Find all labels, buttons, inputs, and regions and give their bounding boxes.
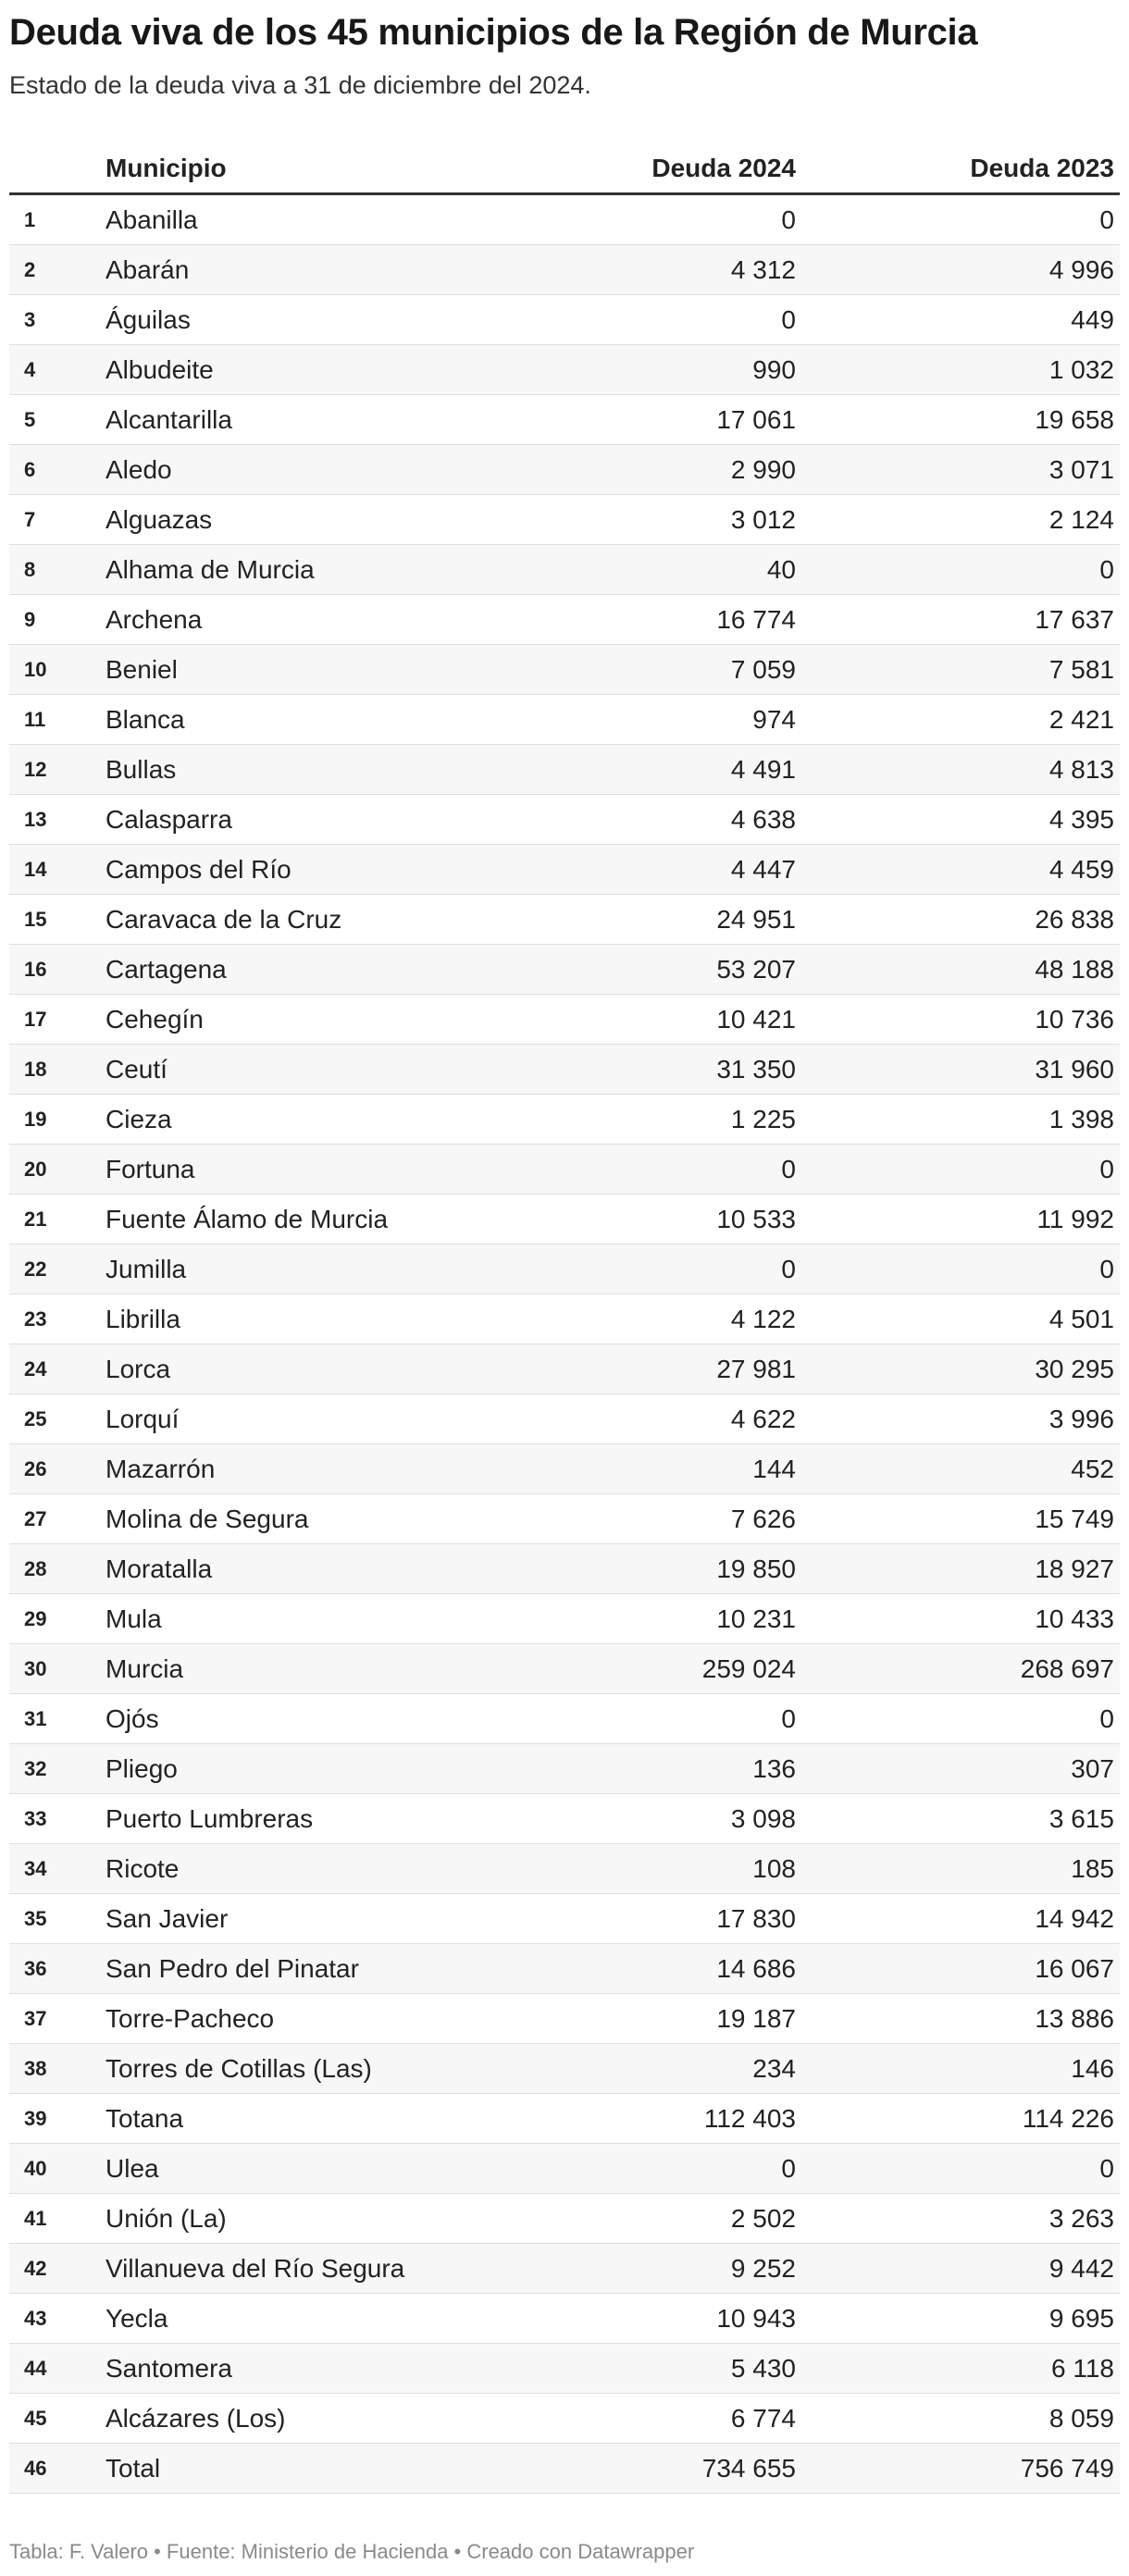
row-rank: 6 [9,445,105,495]
row-deuda-2024: 24 951 [527,895,796,945]
row-deuda-2023: 0 [796,194,1120,245]
chart-subtitle: Estado de la deuda viva a 31 de diciembre del 2024. [9,71,591,99]
row-municipio: Pliego [105,1744,527,1794]
row-deuda-2024: 17 061 [527,395,796,445]
table-row [9,1594,1120,1644]
table-row [9,595,1120,645]
row-deuda-2023: 0 [796,1245,1120,1294]
row-municipio: Puerto Lumbreras [105,1794,527,1844]
row-deuda-2023: 3 615 [796,1794,1120,1844]
row-municipio: Cartagena [105,945,527,995]
table-row [9,245,1120,295]
row-municipio: Cieza [105,1095,527,1145]
row-deuda-2024: 7 626 [527,1494,796,1544]
row-deuda-2023: 3 996 [796,1394,1120,1444]
row-deuda-2023: 756 749 [796,2444,1120,2494]
table-row [9,2194,1120,2244]
row-rank: 17 [9,995,105,1045]
row-rank: 21 [9,1195,105,1245]
table-row [9,194,1120,245]
row-municipio: Villanueva del Río Segura [105,2244,527,2294]
row-rank: 24 [9,1344,105,1394]
table-row [9,1145,1120,1195]
header-deuda-2023[interactable]: Deuda 2023 [796,144,1120,194]
table-row [9,1245,1120,1294]
table-row [9,945,1120,995]
row-municipio: Molina de Segura [105,1494,527,1544]
header-rank[interactable] [9,144,105,194]
row-municipio: Yecla [105,2294,527,2344]
table-row [9,2044,1120,2094]
row-deuda-2024: 234 [527,2044,796,2094]
row-municipio: Alguazas [105,495,527,545]
table-row [9,295,1120,345]
row-municipio: Alcantarilla [105,395,527,445]
row-municipio: Abarán [105,245,527,295]
row-deuda-2023: 11 992 [796,1195,1120,1245]
row-rank: 41 [9,2194,105,2244]
row-rank: 19 [9,1095,105,1145]
row-rank: 30 [9,1644,105,1694]
row-rank: 29 [9,1594,105,1644]
row-deuda-2023: 1 032 [796,345,1120,395]
row-rank: 45 [9,2394,105,2444]
row-deuda-2024: 4 312 [527,245,796,295]
row-rank: 40 [9,2144,105,2194]
table-row [9,1894,1120,1944]
table-row [9,745,1120,795]
row-deuda-2023: 26 838 [796,895,1120,945]
row-deuda-2023: 10 736 [796,995,1120,1045]
table-row [9,1794,1120,1844]
row-municipio: Murcia [105,1644,527,1694]
table-row [9,1944,1120,1994]
row-rank: 13 [9,795,105,845]
row-municipio: Moratalla [105,1544,527,1594]
chart-footer: Tabla: F. Valero • Fuente: Ministerio de Hacienda • Creado con Datawrapper [9,2540,695,2563]
table-row [9,895,1120,945]
row-municipio: Unión (La) [105,2194,527,2244]
row-municipio: Aledo [105,445,527,495]
row-rank: 42 [9,2244,105,2294]
row-rank: 2 [9,245,105,295]
row-deuda-2024: 4 638 [527,795,796,845]
row-rank: 35 [9,1894,105,1944]
row-deuda-2023: 1 398 [796,1095,1120,1145]
table-row [9,495,1120,545]
row-municipio: Lorquí [105,1394,527,1444]
row-deuda-2023: 2 124 [796,495,1120,545]
chart-title: Deuda viva de los 45 municipios de la Región de Murcia [9,12,978,53]
row-municipio: Cehegín [105,995,527,1045]
row-deuda-2024: 1 225 [527,1095,796,1145]
row-deuda-2023: 146 [796,2044,1120,2094]
row-deuda-2024: 27 981 [527,1344,796,1394]
row-municipio: Santomera [105,2344,527,2394]
row-municipio: Abanilla [105,194,527,245]
row-deuda-2023: 0 [796,1145,1120,1195]
row-deuda-2023: 449 [796,295,1120,345]
table-row [9,795,1120,845]
row-deuda-2024: 9 252 [527,2244,796,2294]
row-rank: 33 [9,1794,105,1844]
row-municipio: Ojós [105,1694,527,1744]
table-row [9,345,1120,395]
row-deuda-2024: 4 447 [527,845,796,895]
row-deuda-2024: 19 850 [527,1544,796,1594]
table-row [9,695,1120,745]
row-deuda-2023: 31 960 [796,1045,1120,1095]
table-row [9,1844,1120,1894]
row-deuda-2024: 10 533 [527,1195,796,1245]
row-rank: 27 [9,1494,105,1544]
row-rank: 36 [9,1944,105,1994]
row-deuda-2024: 108 [527,1844,796,1894]
table-row [9,1045,1120,1095]
table-row [9,845,1120,895]
row-deuda-2024: 10 943 [527,2294,796,2344]
row-municipio: Jumilla [105,1245,527,1294]
table-row [9,1644,1120,1694]
row-municipio: Campos del Río [105,845,527,895]
row-deuda-2023: 9 442 [796,2244,1120,2294]
table-row [9,395,1120,445]
row-deuda-2024: 2 502 [527,2194,796,2244]
header-municipio[interactable]: Municipio [105,144,527,194]
row-municipio: Lorca [105,1344,527,1394]
row-deuda-2023: 7 581 [796,645,1120,695]
row-deuda-2024: 14 686 [527,1944,796,1994]
row-deuda-2023: 16 067 [796,1944,1120,1994]
row-deuda-2023: 0 [796,1694,1120,1744]
row-rank: 8 [9,545,105,595]
row-deuda-2023: 8 059 [796,2394,1120,2444]
row-municipio: Archena [105,595,527,645]
row-rank: 38 [9,2044,105,2094]
row-deuda-2024: 3 012 [527,495,796,545]
row-rank: 37 [9,1994,105,2044]
table-row [9,1444,1120,1494]
row-deuda-2023: 9 695 [796,2294,1120,2344]
row-deuda-2024: 990 [527,345,796,395]
row-deuda-2024: 974 [527,695,796,745]
row-deuda-2023: 48 188 [796,945,1120,995]
row-rank: 31 [9,1694,105,1744]
row-rank: 44 [9,2344,105,2394]
row-deuda-2023: 6 118 [796,2344,1120,2394]
row-municipio: Fuente Álamo de Murcia [105,1195,527,1245]
row-deuda-2024: 4 622 [527,1394,796,1444]
row-rank: 9 [9,595,105,645]
row-deuda-2024: 5 430 [527,2344,796,2394]
row-municipio: Mula [105,1594,527,1644]
row-municipio: Albudeite [105,345,527,395]
table-row [9,995,1120,1045]
table-row [9,1095,1120,1145]
row-deuda-2024: 0 [527,295,796,345]
row-deuda-2024: 16 774 [527,595,796,645]
row-municipio: Alhama de Murcia [105,545,527,595]
row-deuda-2023: 19 658 [796,395,1120,445]
row-municipio: Mazarrón [105,1444,527,1494]
row-municipio: Beniel [105,645,527,695]
row-deuda-2023: 452 [796,1444,1120,1494]
row-deuda-2024: 4 122 [527,1294,796,1344]
row-municipio: Librilla [105,1294,527,1344]
row-deuda-2023: 3 263 [796,2194,1120,2244]
row-deuda-2024: 6 774 [527,2394,796,2444]
row-municipio: Totana [105,2094,527,2144]
table-row [9,1544,1120,1594]
row-rank: 3 [9,295,105,345]
row-rank: 23 [9,1294,105,1344]
row-rank: 39 [9,2094,105,2144]
row-deuda-2023: 4 501 [796,1294,1120,1344]
row-deuda-2023: 0 [796,2144,1120,2194]
row-municipio: Alcázares (Los) [105,2394,527,2444]
table-row [9,2444,1120,2494]
row-deuda-2024: 40 [527,545,796,595]
row-deuda-2023: 4 459 [796,845,1120,895]
row-municipio: Torre-Pacheco [105,1994,527,2044]
row-deuda-2023: 0 [796,545,1120,595]
table-body [9,194,1120,2494]
row-deuda-2024: 144 [527,1444,796,1494]
row-deuda-2023: 4 395 [796,795,1120,845]
table-header [9,144,1120,194]
table-row [9,1195,1120,1245]
row-deuda-2023: 18 927 [796,1544,1120,1594]
table-row [9,645,1120,695]
row-deuda-2024: 19 187 [527,1994,796,2044]
row-deuda-2024: 31 350 [527,1045,796,1095]
row-rank: 15 [9,895,105,945]
row-deuda-2023: 14 942 [796,1894,1120,1944]
row-rank: 25 [9,1394,105,1444]
row-rank: 34 [9,1844,105,1894]
table-row [9,2244,1120,2294]
row-rank: 12 [9,745,105,795]
row-deuda-2024: 10 421 [527,995,796,1045]
header-row [9,144,1120,194]
table-row [9,2344,1120,2394]
row-deuda-2023: 185 [796,1844,1120,1894]
row-rank: 22 [9,1245,105,1294]
row-rank: 16 [9,945,105,995]
row-deuda-2023: 17 637 [796,595,1120,645]
row-municipio: Blanca [105,695,527,745]
row-municipio: Calasparra [105,795,527,845]
row-rank: 7 [9,495,105,545]
row-rank: 20 [9,1145,105,1195]
table-row [9,1494,1120,1544]
row-municipio: Total [105,2444,527,2494]
table-row [9,2144,1120,2194]
row-rank: 43 [9,2294,105,2344]
row-deuda-2023: 2 421 [796,695,1120,745]
row-deuda-2023: 10 433 [796,1594,1120,1644]
table-row [9,545,1120,595]
row-deuda-2024: 0 [527,2144,796,2194]
header-deuda-2024[interactable]: Deuda 2024 [527,144,796,194]
table-row [9,2394,1120,2444]
row-deuda-2023: 4 813 [796,745,1120,795]
row-deuda-2023: 114 226 [796,2094,1120,2144]
row-rank: 4 [9,345,105,395]
row-deuda-2023: 13 886 [796,1994,1120,2044]
row-deuda-2023: 30 295 [796,1344,1120,1394]
row-deuda-2023: 4 996 [796,245,1120,295]
row-deuda-2024: 0 [527,1245,796,1294]
table-row [9,1344,1120,1394]
row-deuda-2024: 2 990 [527,445,796,495]
row-deuda-2024: 0 [527,1694,796,1744]
table-row [9,1994,1120,2044]
row-rank: 46 [9,2444,105,2494]
row-rank: 28 [9,1544,105,1594]
row-municipio: Torres de Cotillas (Las) [105,2044,527,2094]
table-row [9,1694,1120,1744]
row-deuda-2023: 3 071 [796,445,1120,495]
row-municipio: Ceutí [105,1045,527,1095]
row-deuda-2024: 136 [527,1744,796,1794]
row-deuda-2024: 3 098 [527,1794,796,1844]
row-deuda-2024: 7 059 [527,645,796,695]
row-rank: 32 [9,1744,105,1794]
row-deuda-2024: 4 491 [527,745,796,795]
row-rank: 26 [9,1444,105,1494]
row-deuda-2024: 112 403 [527,2094,796,2144]
row-municipio: Ulea [105,2144,527,2194]
table-row [9,445,1120,495]
row-municipio: Ricote [105,1844,527,1894]
row-deuda-2023: 15 749 [796,1494,1120,1544]
row-municipio: San Javier [105,1894,527,1944]
row-rank: 1 [9,194,105,245]
row-deuda-2023: 307 [796,1744,1120,1794]
table-row [9,2094,1120,2144]
debt-table [9,144,1120,2494]
row-rank: 14 [9,845,105,895]
row-rank: 10 [9,645,105,695]
row-rank: 11 [9,695,105,745]
row-municipio: Águilas [105,295,527,345]
row-deuda-2024: 10 231 [527,1594,796,1644]
row-deuda-2023: 268 697 [796,1644,1120,1694]
row-rank: 18 [9,1045,105,1095]
row-rank: 5 [9,395,105,445]
row-deuda-2024: 17 830 [527,1894,796,1944]
row-municipio: San Pedro del Pinatar [105,1944,527,1994]
row-deuda-2024: 0 [527,194,796,245]
row-deuda-2024: 0 [527,1145,796,1195]
table-row [9,1394,1120,1444]
row-municipio: Bullas [105,745,527,795]
row-municipio: Caravaca de la Cruz [105,895,527,945]
table-row [9,1294,1120,1344]
row-deuda-2024: 53 207 [527,945,796,995]
row-municipio: Fortuna [105,1145,527,1195]
table-row [9,1744,1120,1794]
table-row [9,2294,1120,2344]
row-deuda-2024: 259 024 [527,1644,796,1694]
row-deuda-2024: 734 655 [527,2444,796,2494]
